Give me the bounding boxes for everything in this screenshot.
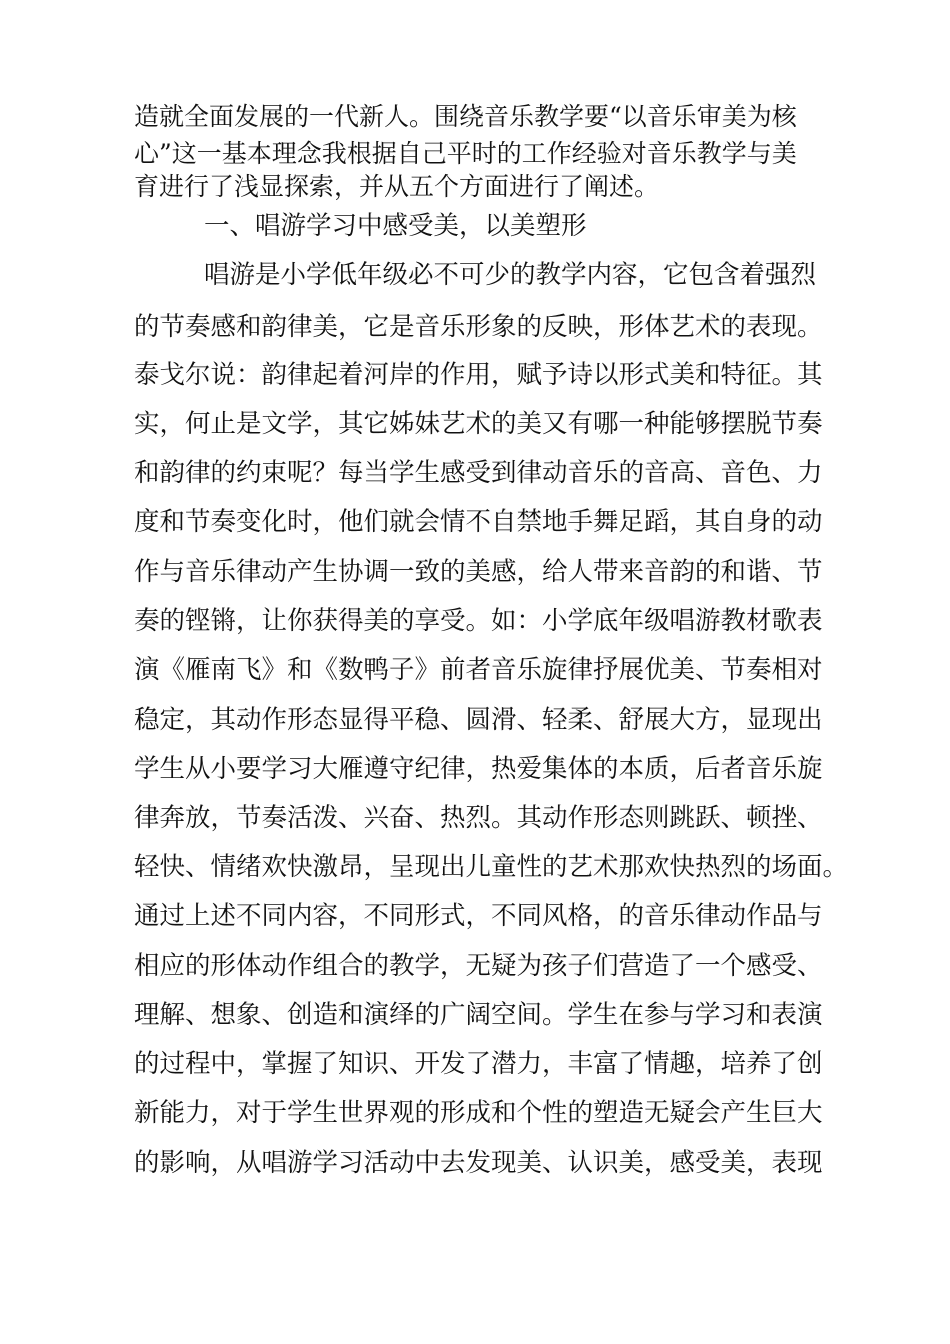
text-line: 实，何止是文学，其它姊妹艺术的美又有哪一种能够摆脱节奏: [134, 409, 823, 439]
text-line: 的节奏感和韵律美，它是音乐形象的反映，形体艺术的表现。: [134, 312, 823, 342]
text-line: 理解、想象、创造和演绎的广阔空间。学生在参与学习和表演: [134, 1000, 823, 1030]
text-line: 奏的铿锵，让你获得美的享受。如：小学底年级唱游教材歌表: [134, 606, 823, 636]
text-line: 学生从小要学习大雁遵守纪律，热爱集体的本质，后者音乐旋: [134, 754, 823, 784]
paragraph-first-line: 唱游是小学低年级必不可少的教学内容，它包含着强烈: [204, 260, 817, 290]
text-line: 造就全面发展的一代新人。围绕音乐教学要“以音乐审美为核: [134, 102, 797, 131]
text-line: 的过程中，掌握了知识、开发了潜力，丰富了情趣，培养了创: [134, 1049, 823, 1079]
text-line: 心”这一基本理念我根据自己平时的工作经验对音乐教学与美: [134, 139, 797, 168]
text-line: 演《雁南飞》和《数鸭子》前者音乐旋律抒展优美、节奏相对: [134, 655, 823, 685]
text-line: 轻快、情绪欢快激昂，呈现出儿童性的艺术那欢快热烈的场面。: [134, 852, 849, 882]
text-line: 律奔放，节奏活泼、兴奋、热烈。其动作形态则跳跃、顿挫、: [134, 803, 823, 833]
text-line: 相应的形体动作组合的教学，无疑为孩子们营造了一个感受、: [134, 951, 823, 981]
section-heading: 一、唱游学习中感受美，以美塑形: [204, 211, 587, 241]
text-line: 的影响，从唱游学习活动中去发现美、认识美，感受美，表现: [134, 1148, 823, 1178]
text-line: 稳定，其动作形态显得平稳、圆滑、轻柔、舒展大方，显现出: [134, 705, 823, 735]
text-line: 和韵律的约束呢？每当学生感受到律动音乐的音高、音色、力: [134, 458, 823, 488]
text-line: 通过上述不同内容，不同形式，不同风格，的音乐律动作品与: [134, 901, 823, 931]
text-line: 泰戈尔说：韵律起着河岸的作用，赋予诗以形式美和特征。其: [134, 360, 823, 390]
text-line: 新能力，对于学生世界观的形成和个性的塑造无疑会产生巨大: [134, 1098, 823, 1128]
text-line: 作与音乐律动产生协调一致的美感，给人带来音韵的和谐、节: [134, 557, 823, 587]
text-line: 育进行了浅显探索，并从五个方面进行了阐述。: [134, 172, 660, 201]
text-line: 度和节奏变化时，他们就会情不自禁地手舞足蹈，其自身的动: [134, 507, 823, 537]
